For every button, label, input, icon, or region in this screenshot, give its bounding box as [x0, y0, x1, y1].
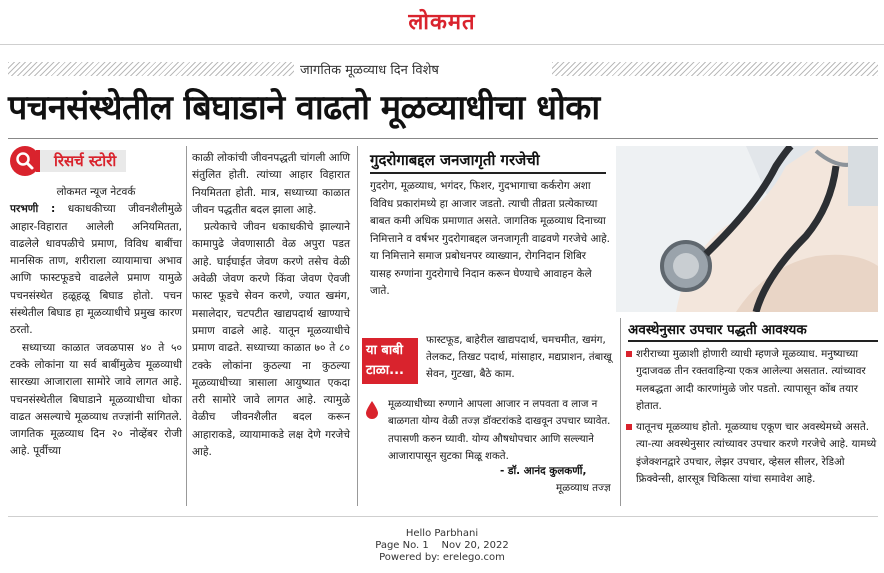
special-tag: जागतिक मूळव्याध दिन विशेष [300, 63, 439, 78]
headline: पचनसंस्थेतील बिघाडाने वाढतो मूळव्याधीचा धोका [8, 88, 600, 128]
article-column-1 [10, 184, 182, 461]
quote-text: मूळव्याधीच्या रुग्णाने आपला आजार न लपवता व लाज न बाळगता योग्य वेळी तज्ज्ञ डॉक्टरांकडे दाखवून उपचार घ्यावेत. तपासणी करुन घ्यावी. योग्य औषधोपचार आणि सल्ल्याने आजारापासून सुटका मिळू शकते. [388, 399, 611, 462]
footer-powered-by[interactable]: Powered by: erelego.com [379, 552, 505, 563]
drop-icon [364, 400, 380, 420]
treatment-title: अवस्थेनुसार उपचार पद्धती आवश्यक [628, 322, 807, 338]
awareness-rule [370, 172, 606, 174]
column-2-para-1: काळी लोकांची जीवनपद्धती चांगली आणि संतुलित होती. त्यांच्या आहार विहारात नियमितता होती. मात्र, सध्याच्या काळात जीवन पद्धतीत बदल झाला आहे. [192, 152, 350, 216]
badge-label: रिसर्च स्टोरी [36, 150, 126, 172]
top-rule [0, 44, 884, 45]
research-story-badge [10, 146, 180, 176]
magnifier-icon [15, 151, 35, 171]
avoid-tag-line-1: या बाबी [366, 343, 404, 358]
quote-author: - डॉ. आनंद कुलकर्णी, [500, 465, 587, 477]
footer [0, 528, 884, 564]
treatment-item [626, 346, 878, 415]
column-divider-3 [620, 318, 621, 506]
column-divider-1 [186, 146, 187, 506]
bottom-rule [8, 516, 878, 517]
avoid-tag-line-2: टाळा... [366, 363, 404, 378]
hatch-rule-right [552, 62, 878, 76]
awareness-text: गुदरोग, मूळव्याध, भगंदर, फिशर, गुदभागाचा कर्करोग अशा विविध प्रकारांमध्ये हा आजार जडतो. त्याची तीव्रता प्रत्येकाच्या बाबत कमी अधिक प्रमाणात असते. जागतिक मूळव्याध दिनाच्या निमित्ताने व वर्षभर गुदरोगाबद्दल जनजागृती वाढवणे गरजेचे आहे. या निमित्ताने समाज प्रबोधनपर व्याख्यान, रोगनिदान शिबिर यासह रुग्णांना गुदरोगाचे निदान करून घेण्याचे आवाहन केले जाते. [370, 180, 610, 297]
hatch-rule-left [8, 62, 294, 76]
treatment-item-text: शरीराच्या मुळाशी होणारी व्याधी म्हणजे मूळव्याध. मनुष्याच्या गुदाजवळ तीन रक्तवाहिन्या एकत्र आलेल्या असतात. त्यांच्यावर मलबद्धता आदी कारणांमुळे जोर पडतो. त्यापासून कोंब तयार होतात. [636, 348, 866, 412]
doctor-stethoscope-photo [616, 146, 878, 312]
column-1-para-2: सध्याच्या काळात जवळपास ४० ते ५० टक्के लोकांना या सर्व बाबींमुळेच मूळव्याधी सारख्या आजाराला सामोरे जावे लागत आहे. पचनसंस्थेतील बिघाडाने मूळव्याधीचा धोका वाढत असल्याचे मूळव्याध तज्ज्ञांनी सांगितले. जागतिक मूळव्याध दिन २० नोव्हेंबर रोजी आहे. पूर्वीच्या [10, 341, 182, 458]
column-divider-2 [357, 146, 358, 506]
treatment-list [626, 346, 878, 492]
bullet-square-icon [626, 351, 632, 357]
footer-page-date: Page No. 1 Nov 20, 2022 [375, 540, 509, 551]
column-1-para-1 [10, 201, 182, 339]
column-2-para-2: प्रत्येकाचे जीवन धकाधकीचे झाल्याने कामापुढे जेवणासाठी वेळ अपुरा पडत आहे. घाईघाईत जेवण करणे तसेच वेळी अवेळी जेवण करणे किंवा जेवण ऐवजी फास्ट फूडचे सेवन करणे, ज्यात खमंग, मसालेदार, चटपटीत खाद्यपदार्थ खाण्याचे प्रमाण वाढले आहे. यातून मूळव्याधीचे प्रमाण वाढते. सध्याच्या काळात ७० ते ८० टक्के लोकांना कुठल्या ना कुठल्या मूळव्याधीच्या त्रासाला आयुष्यात एकदा तरी सामोरे जावे लागत आहे. त्यामुळे वेळीच जीवनशैलीत बदल करून आहाराकडे, व्यायामाकडे लक्ष देणे गरजेचे आहे. [192, 221, 350, 459]
dateline: परभणी : [10, 203, 56, 216]
footer-publication: Hello Parbhani [405, 528, 479, 539]
magnifier-icon-circle [10, 146, 40, 176]
treatment-item-text: यातूनच मूळव्याध होतो. मूळव्याध एकूण चार अवस्थेमध्ये असते. त्या-त्या अवस्थेनुसार त्यांच्यावर उपचार करणे गरजेचे आहे. यामध्ये इंजेक्शनद्वारे उपचार, लेझर उपचार, व्हेसल सीलर, रेडिओ फ्रिक्वेन्सी, क्षारसूत्र चिकित्सा यांचा समावेश आहे. [636, 421, 877, 486]
article-column-2 [192, 150, 350, 461]
stethoscope-illustration [616, 146, 878, 312]
avoid-tag [362, 338, 418, 384]
byline: लोकमत न्यूज नेटवर्क [56, 186, 136, 198]
masthead [0, 6, 884, 40]
avoid-box [362, 332, 614, 388]
column-1-para-1-text: धकाधकीच्या जीवनशैलीमुळे आहार-विहारात आलेली अनियमितता, वाढलेले धावपळीचे प्रमाण, विविध बाबींचा मानसिक ताण, शरीराला व्यायामाचा अभाव आणि फास्टफूडचे वाढलेले प्रमाण यामुळे पचनसंस्थेत हळूहळू बिघाड होतो. पचन संस्थेतील बिघाड हा मूळव्याधीचे प्रमुख कारण ठरतो. [10, 203, 182, 337]
quote-role: मूळव्याध तज्ज्ञ [556, 482, 611, 494]
bullet-square-icon [626, 424, 632, 430]
lokmat-logo[interactable]: लोकमत [408, 10, 476, 35]
avoid-text: फास्टफूड, बाहेरील खाद्यपदार्थ, चमचमीत, खमंग, तेलकट, तिखट पदार्थ, मांसाहार, मद्यप्राशन, तंबाखू सेवन, गुटखा, बैठे काम. [426, 334, 612, 380]
headline-divider [8, 138, 878, 139]
awareness-title: गुदरोगाबद्दल जनजागृती गरजेची [370, 151, 540, 169]
treatment-rule [628, 340, 878, 342]
treatment-item [626, 419, 878, 488]
